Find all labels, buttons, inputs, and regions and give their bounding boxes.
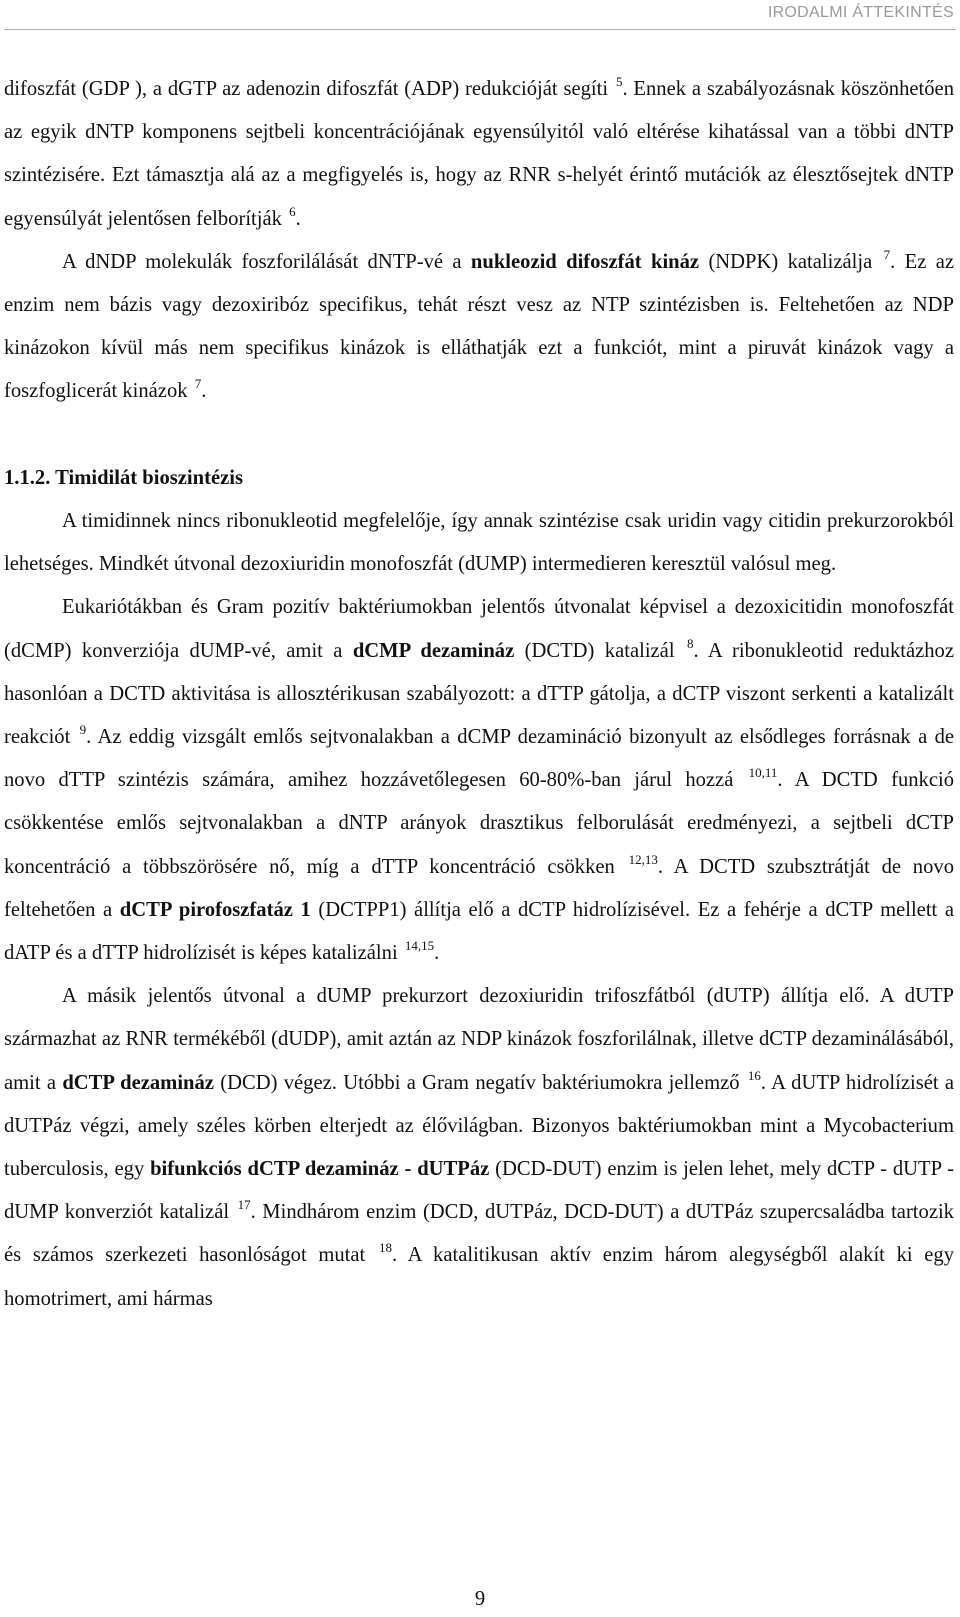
- text-run: Eukariótákban és Gram pozitív baktériumokban jelentős útvonalat képvisel a dezoxicitidin monofoszfát (dCMP) konverziója dUMP-vé, amit a: [4, 596, 954, 662]
- paragraph-gdp-regulation: [4, 68, 954, 241]
- header-divider: [4, 29, 956, 30]
- section-title: Timidilát bioszintézis: [55, 466, 243, 489]
- citation: 10,11: [748, 765, 778, 781]
- page-number: 9: [474, 1588, 486, 1610]
- section-heading: [4, 457, 954, 500]
- page-body: [4, 68, 954, 1321]
- text-run: . A dUTP hidrolízisét a dUTPáz végzi, amely széles körben elterjedt az élővilágban. Bizonyos baktériumokban mint a Mycobacterium tuberculosis, egy: [4, 1071, 955, 1181]
- text-run: . A DCTD funkció csökkentése emlős sejtvonalakban a dNTP arányok drasztikus felborulását eredményezi, a sejtbeli dCTP koncentráció a többszörösére nő, míg a dTTP koncentráció csökken: [4, 769, 954, 878]
- text-run: .: [295, 207, 301, 230]
- text-run: . Ez az enzim nem bázis vagy dezoxiribóz specifikus, tehát részt vesz az NTP szintézisben is. Feltehetően az NDP kinázokon kívül más nem specifikus kinázok is elláthatják ezt a funkciót, mint a piruvát kinázok vagy a foszfoglicerát kinázok: [4, 250, 954, 403]
- citation: 16: [747, 1067, 761, 1083]
- bold-term: dCMP dezamináz: [352, 639, 515, 662]
- paragraph-dutp-pathway: [4, 975, 954, 1321]
- bold-term: bifunkciós dCTP dezamináz - dUTPáz: [150, 1158, 490, 1181]
- bold-term: dCTP pirofoszfatáz 1: [119, 898, 311, 921]
- text-run: A timidinnek nincs ribonukleotid megfelelője, így annak szintézise csak uridin vagy citidin prekurzorokból lehetséges. Mindkét útvonal dezoxiuridin monofoszfát (dUMP) intermedieren keresztül valósul meg.: [4, 510, 954, 576]
- text-run: .: [201, 380, 207, 403]
- text-run: .: [434, 942, 440, 965]
- text-run: . A DCTD szubsztrátját de novo feltehetően a: [4, 855, 954, 921]
- paragraph-dcmp-deaminase: [4, 586, 954, 975]
- text-run: (DCTD) katalizál: [514, 639, 685, 662]
- text-run: A dNDP molekulák foszforilálását dNTP-vé a: [62, 250, 471, 273]
- bold-term: nukleozid difoszfát kináz: [470, 250, 700, 273]
- text-run: (DCD) végez. Utóbbi a Gram negatív baktériumokra jellemző: [213, 1071, 746, 1094]
- text-run: difoszfát (GDP ), a dGTP az adenozin difoszfát (ADP) redukcióját segíti: [4, 78, 614, 100]
- citation: 5: [615, 74, 623, 89]
- citation: 17: [237, 1197, 251, 1213]
- section-number: 1.1.2.: [4, 466, 51, 489]
- text-run: . Az eddig vizsgált emlős sejtvonalakban a dCMP dezamináció bizonyult az elsődleges forrásnak a de novo dTTP szintézis számára, amihez hozzávetőlegesen 60-80%-ban járul hozzá: [4, 726, 955, 792]
- text-run: (NDPK) katalizálja: [699, 250, 882, 273]
- text-run: A másik jelentős útvonal a dUMP prekurzort dezoxiuridin trifoszfátból (dUTP) állítja elő. A dUTP származhat az RNR termékéből (dUDP), amit aztán az NDP kinázok foszforilálnak, illetve dCTP dezaminálásából, amit a: [4, 985, 954, 1094]
- citation: 18: [378, 1240, 392, 1256]
- citation: 14,15: [404, 938, 435, 954]
- citation: 6: [289, 203, 296, 219]
- paragraph-ndpk: [4, 241, 954, 414]
- citation: 8: [686, 635, 694, 651]
- running-header: IRODALMI ÁTTEKINTÉS: [767, 4, 954, 21]
- text-run: . Ennek a szabályozásnak köszönhetően az egyik dNTP komponens sejtbeli koncentrációjának egyensúlyitól való eltérése kihatással van a többi dNTP szintézisére. Ezt támasztja alá az a megfigyelés is, hogy az RNR s-helyét érintő mutációk az élesztősejtek dNTP egyensúlyát jelentősen felborítják: [4, 78, 954, 230]
- citation: 12,13: [628, 851, 658, 867]
- text-run: . A katalitikusan aktív enzim három alegységből alakít ki egy homotrimert, ami hármas: [4, 1244, 954, 1310]
- text-run: (DCTPP1) állítja elő a dCTP hidrolízisével. Ez a fehérje a dCTP mellett a dATP és a dTTP hidrolízisét is képes katalizálni: [4, 898, 954, 965]
- text-run: . Mindhárom enzim (DCD, dUTPáz, DCD-DUT) a dUTPáz szupercsaládba tartozik és számos szerkezeti hasonlóságot mutat: [4, 1201, 954, 1267]
- text-run: (DCD-DUT) enzim is jelen lehet, mely dCTP - dUTP - dUMP konverziót katalizál: [4, 1158, 954, 1224]
- text-run: . A ribonukleotid reduktázhoz hasonlóan a DCTD aktivitása is allosztérikusan szabályozott: a dTTP gátolja, a dCTP viszont serkenti a katalizált reakciót: [4, 639, 954, 749]
- citation: 7: [194, 376, 202, 392]
- citation: 9: [79, 722, 87, 738]
- bold-term: dCTP dezamináz: [62, 1071, 214, 1094]
- paragraph-thymidine-intro: [4, 500, 954, 586]
- citation: 7: [883, 246, 891, 262]
